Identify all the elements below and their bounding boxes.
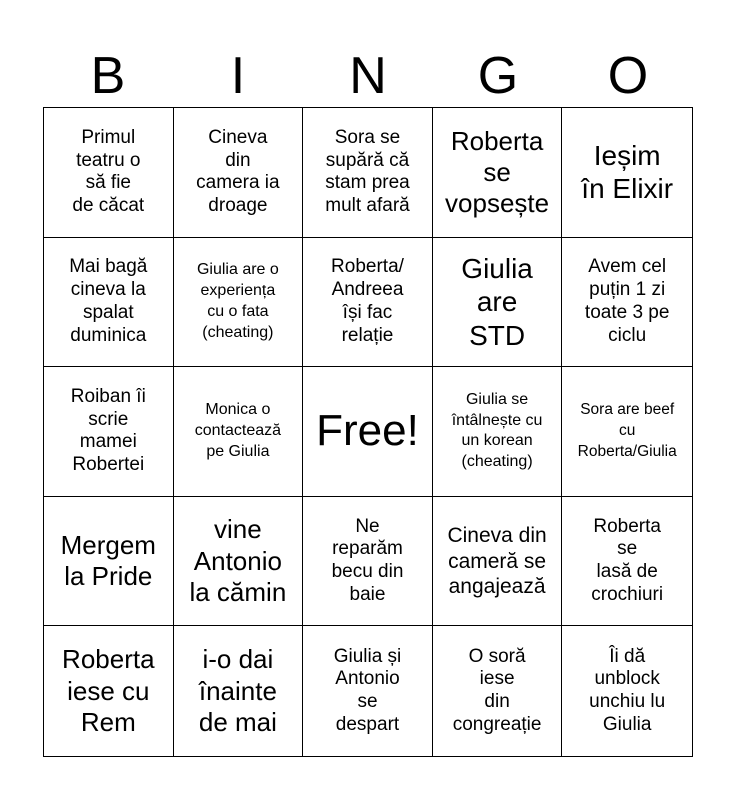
- free-space-cell[interactable]: [303, 367, 433, 497]
- cell-text: Roiban îi scrie mamei Robertei: [70, 385, 146, 476]
- bingo-cell[interactable]: [433, 497, 563, 627]
- bingo-cell[interactable]: [174, 367, 304, 497]
- cell-text: Roberta/ Andreea își fac relație: [331, 256, 404, 346]
- bingo-header: [43, 48, 693, 104]
- bingo-cell[interactable]: [174, 497, 304, 627]
- cell-text: Cineva din camera ia droage: [196, 126, 280, 217]
- cell-text: Monica o contactează pe Giulia: [194, 401, 282, 460]
- bingo-cell[interactable]: [433, 626, 563, 756]
- cell-text: Roberta iese cu Rem: [62, 644, 155, 737]
- cell-text: Roberta se vopsește: [445, 125, 550, 218]
- header-letter-o: O: [607, 47, 649, 105]
- cell-text: i-o dai înainte de mai: [198, 644, 277, 737]
- bingo-cell[interactable]: [174, 238, 304, 368]
- header-letter-n: N: [349, 47, 387, 105]
- bingo-cell[interactable]: [562, 367, 692, 497]
- bingo-cell[interactable]: [44, 108, 174, 238]
- bingo-cell[interactable]: [433, 367, 563, 497]
- cell-text: Mai bagă cineva la spalat duminica: [69, 256, 148, 346]
- free-space-text: Free!: [316, 406, 419, 456]
- cell-text: Îi dă unblock unchiu lu Giulia: [589, 645, 666, 735]
- bingo-cell[interactable]: [44, 626, 174, 756]
- header-letter-b: B: [90, 47, 126, 105]
- cell-text: Primul teatru o să fie de căcat: [72, 126, 145, 217]
- cell-text: Giulia se întâlnește cu un korean (cheating): [451, 390, 543, 471]
- header-letter-g: G: [477, 47, 519, 105]
- cell-text: Giulia are STD: [461, 252, 533, 351]
- bingo-grid: [43, 107, 693, 757]
- bingo-cell[interactable]: [44, 497, 174, 627]
- cell-text: Avem cel puțin 1 zi toate 3 pe ciclu: [584, 256, 670, 346]
- bingo-cell[interactable]: [303, 626, 433, 756]
- cell-text: Sora are beef cu Roberta/Giulia: [577, 401, 677, 460]
- bingo-cell[interactable]: [44, 238, 174, 368]
- bingo-cell[interactable]: [433, 108, 563, 238]
- cell-text: O soră iese din congreație: [452, 645, 542, 735]
- bingo-cell[interactable]: [433, 238, 563, 368]
- cell-text: Mergem la Pride: [60, 529, 156, 592]
- cell-text: Ne reparăm becu din baie: [331, 515, 404, 605]
- cell-text: Cineva din cameră se angajează: [447, 524, 547, 598]
- cell-text: Roberta se lasă de crochiuri: [591, 515, 664, 605]
- bingo-cell[interactable]: [562, 108, 692, 238]
- bingo-cell[interactable]: [174, 108, 304, 238]
- bingo-cell[interactable]: [303, 497, 433, 627]
- bingo-cell[interactable]: [174, 626, 304, 756]
- cell-text: vine Antonio la cămin: [189, 514, 287, 607]
- bingo-cell[interactable]: [562, 238, 692, 368]
- bingo-cell[interactable]: [562, 626, 692, 756]
- bingo-cell[interactable]: [303, 238, 433, 368]
- cell-text: Giulia are o experiența cu o fata (cheating): [196, 261, 279, 341]
- cell-text: Giulia și Antonio se despart: [333, 645, 402, 735]
- bingo-cell[interactable]: [562, 497, 692, 627]
- bingo-cell[interactable]: [44, 367, 174, 497]
- cell-text: Sora se supără că stam prea mult afară: [325, 126, 410, 217]
- bingo-cell[interactable]: [303, 108, 433, 238]
- header-letter-i: I: [230, 47, 246, 105]
- cell-text: Ieșim în Elixir: [581, 139, 674, 205]
